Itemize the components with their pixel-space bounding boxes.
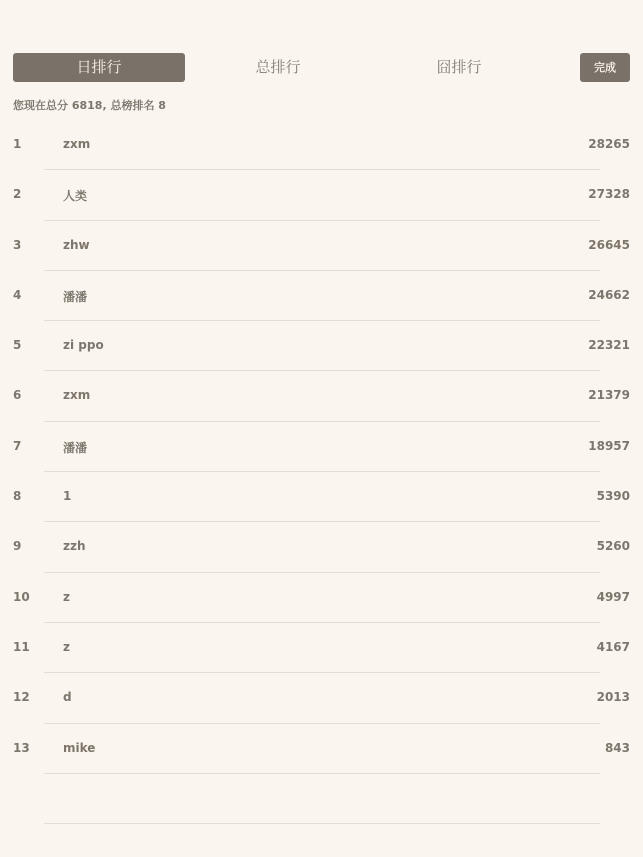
tab-total-ranking[interactable]: 总排行 bbox=[255, 58, 301, 76]
table-row[interactable] bbox=[0, 271, 643, 321]
row-player-name: mike bbox=[63, 740, 96, 755]
row-score: 22321 bbox=[588, 338, 630, 353]
row-score: 18957 bbox=[588, 438, 630, 453]
row-player-name: 1 bbox=[63, 489, 72, 504]
row-score: 5260 bbox=[596, 539, 630, 554]
row-rank: 13 bbox=[13, 740, 30, 755]
row-score: 4167 bbox=[596, 639, 630, 654]
table-row[interactable] bbox=[0, 522, 643, 572]
row-player-name: d bbox=[63, 690, 72, 705]
row-player-name: 潘潘 bbox=[63, 440, 88, 455]
row-rank: 4 bbox=[13, 287, 22, 302]
table-row[interactable] bbox=[0, 321, 643, 371]
row-player-name: zi ppo bbox=[63, 338, 104, 353]
row-rank: 2 bbox=[13, 187, 22, 202]
table-row[interactable] bbox=[0, 221, 643, 271]
row-rank: 6 bbox=[13, 388, 22, 403]
row-player-name: z bbox=[63, 639, 70, 654]
row-rank: 3 bbox=[13, 237, 22, 252]
table-row[interactable] bbox=[0, 472, 643, 522]
table-row[interactable] bbox=[0, 623, 643, 673]
row-rank: 12 bbox=[13, 690, 30, 705]
tab-daily-ranking[interactable]: 日排行 bbox=[13, 53, 185, 82]
row-rank: 10 bbox=[13, 589, 30, 604]
score-summary: 您现在总分 6818, 总榜排名 8 bbox=[13, 99, 166, 112]
row-score: 27328 bbox=[588, 187, 630, 202]
row-rank: 9 bbox=[13, 539, 22, 554]
row-score: 24662 bbox=[588, 287, 630, 302]
table-row[interactable] bbox=[0, 422, 643, 472]
row-player-name: z bbox=[63, 589, 70, 604]
row-score: 5390 bbox=[596, 489, 630, 504]
table-row[interactable] bbox=[0, 120, 643, 170]
row-rank: 7 bbox=[13, 438, 22, 453]
ranking-list[interactable] bbox=[0, 120, 643, 824]
row-rank: 11 bbox=[13, 639, 30, 654]
row-score: 28265 bbox=[588, 137, 630, 151]
row-score: 2013 bbox=[596, 690, 630, 705]
row-score: 843 bbox=[604, 740, 630, 755]
row-score: 26645 bbox=[588, 237, 630, 252]
row-score: 4997 bbox=[596, 589, 630, 604]
row-score: 21379 bbox=[588, 388, 630, 403]
table-row[interactable] bbox=[0, 573, 643, 623]
row-player-name: zxm bbox=[63, 137, 91, 151]
row-player-name: zxm bbox=[63, 388, 91, 403]
table-row[interactable] bbox=[0, 724, 643, 774]
table-row[interactable] bbox=[0, 170, 643, 220]
row-rank: 8 bbox=[13, 489, 22, 504]
row-player-name: zzh bbox=[63, 539, 86, 554]
table-row[interactable] bbox=[0, 673, 643, 723]
row-player-name: 潘潘 bbox=[63, 289, 88, 304]
ranking-tabs bbox=[13, 53, 630, 82]
done-button[interactable]: 完成 bbox=[580, 53, 630, 82]
tab-shame-ranking[interactable]: 囧排行 bbox=[436, 58, 482, 76]
row-rank: 5 bbox=[13, 338, 22, 353]
row-player-name: 人类 bbox=[63, 189, 88, 204]
table-row[interactable] bbox=[0, 371, 643, 421]
table-row[interactable] bbox=[0, 774, 643, 824]
row-player-name: zhw bbox=[63, 237, 90, 252]
row-rank: 1 bbox=[13, 137, 22, 151]
